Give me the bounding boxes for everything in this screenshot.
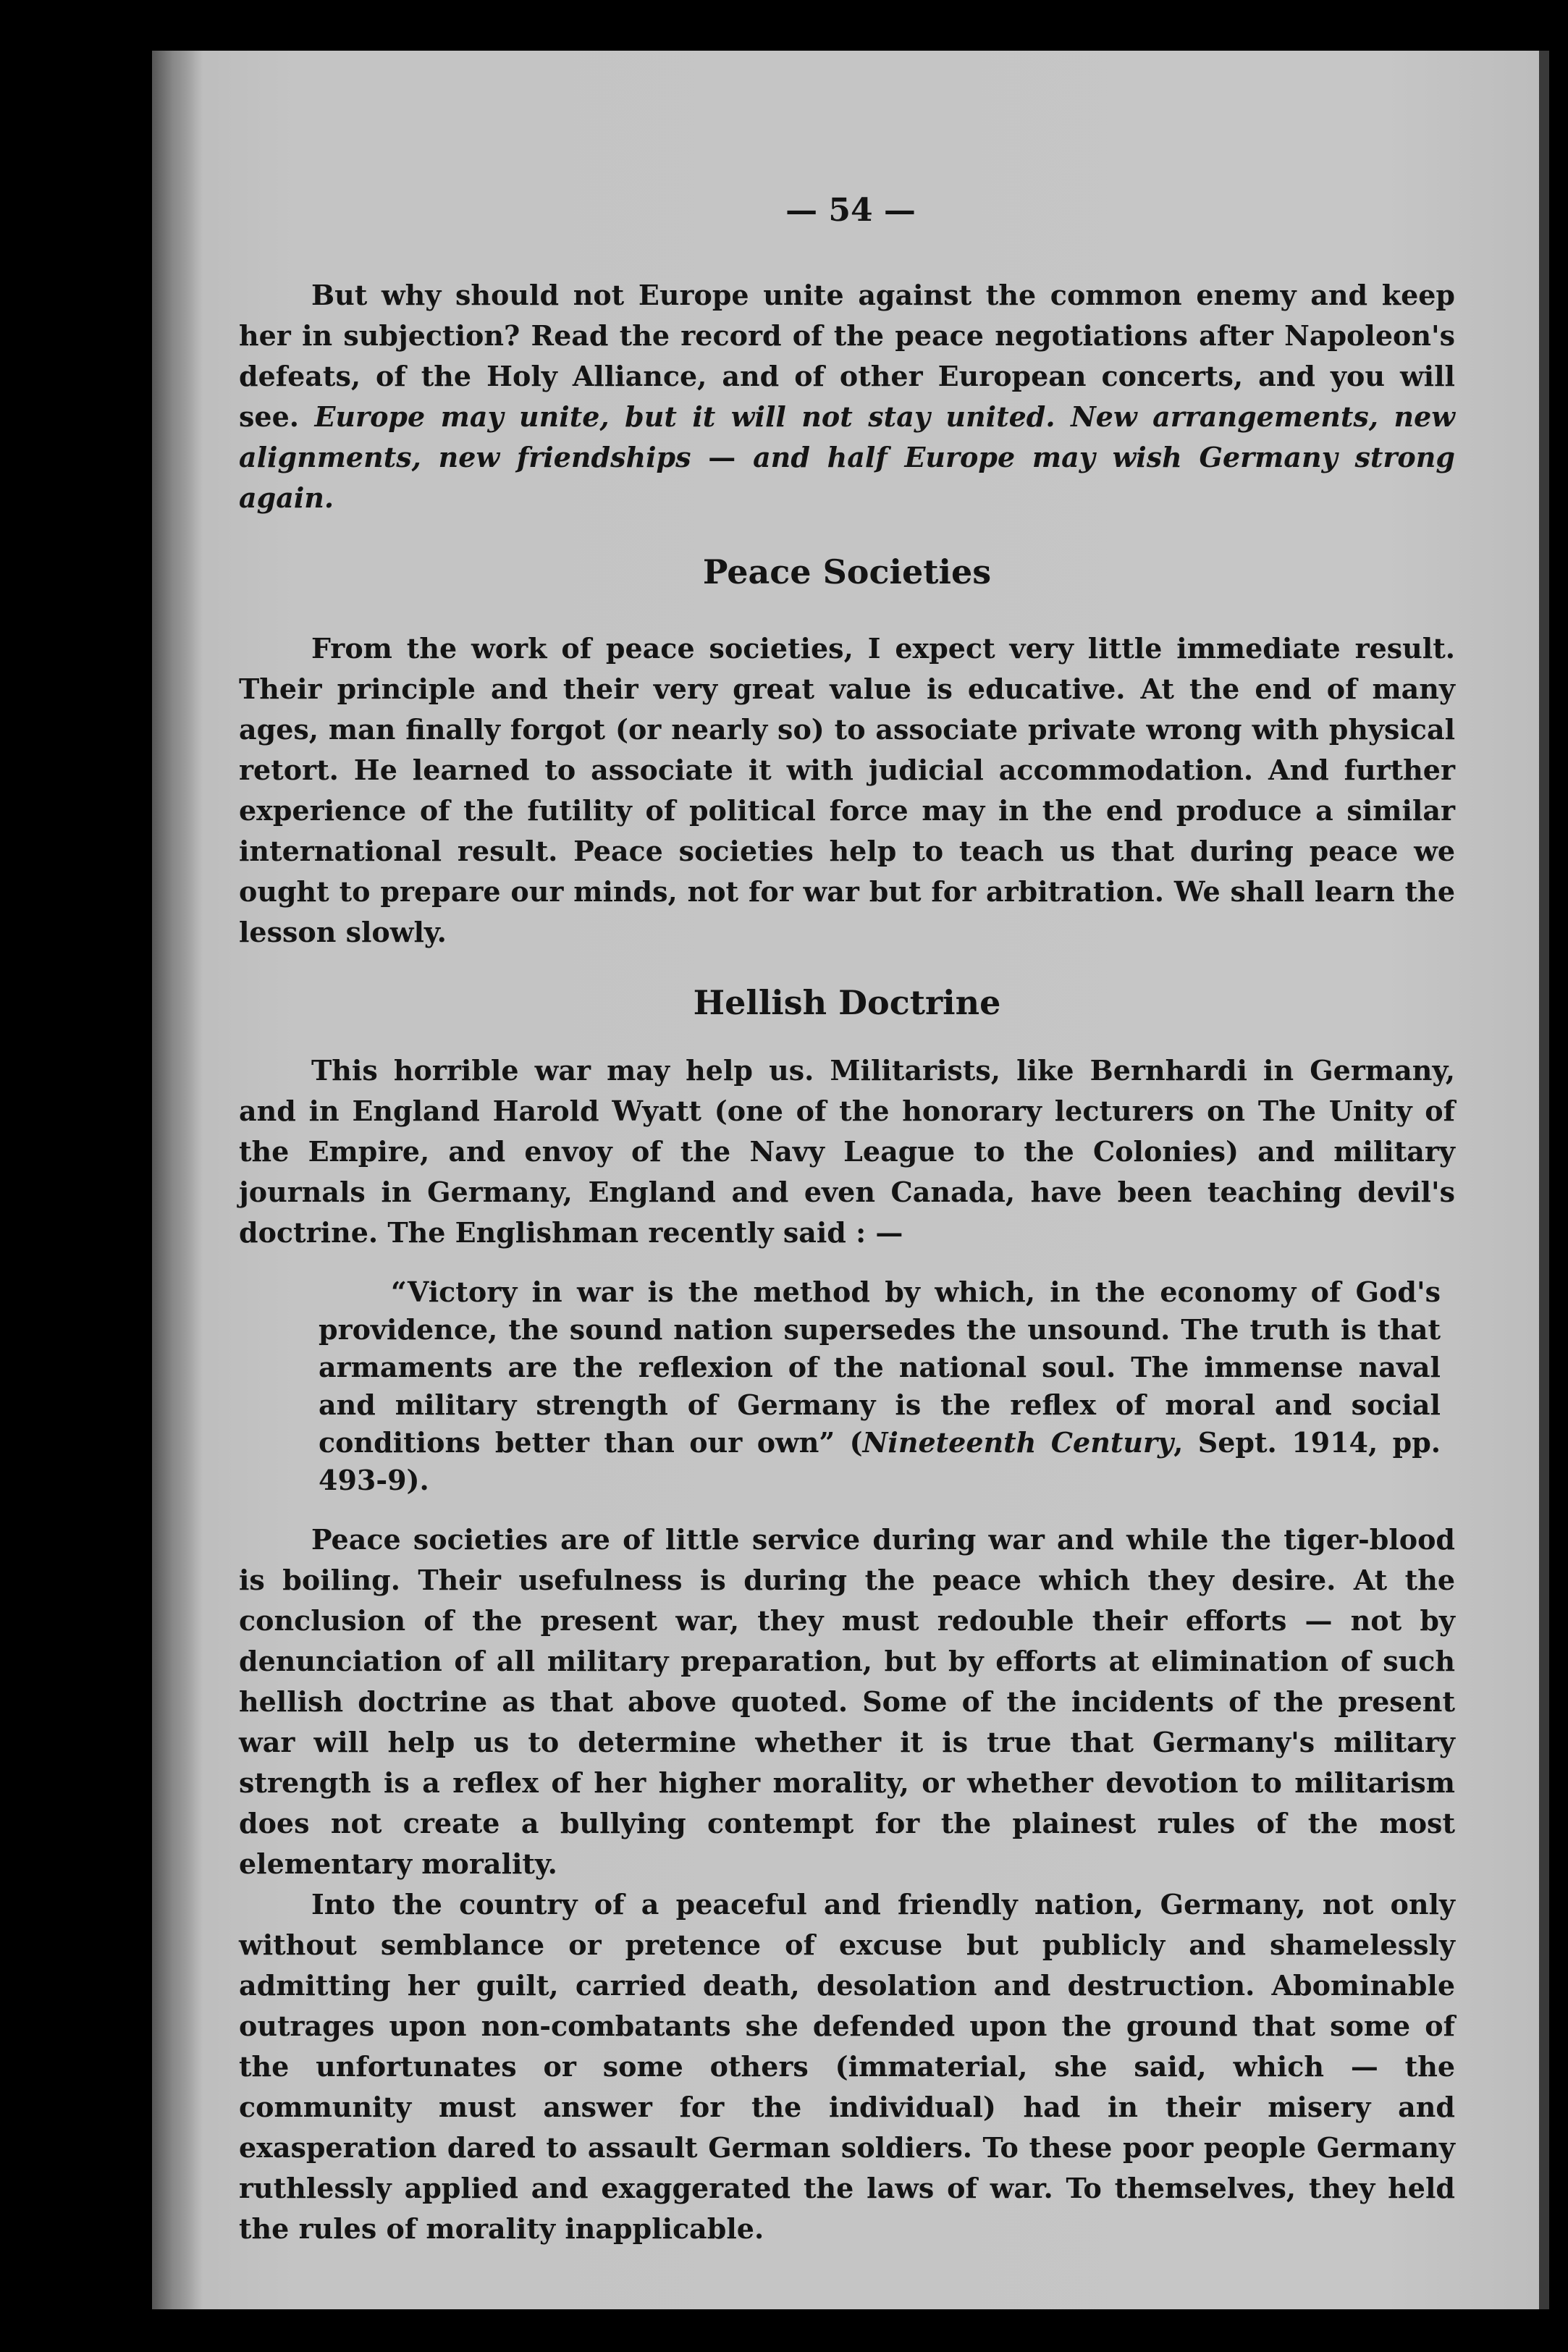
section-heading-hellish-doctrine: Hellish Doctrine	[693, 983, 1001, 1022]
quote-citation: , Sept. 1914, pp. 493-9).	[319, 1426, 1441, 1496]
block-quote	[239, 1273, 1455, 1499]
book-page	[152, 51, 1549, 2309]
section-heading-peace-societies: Peace Societies	[702, 552, 992, 591]
intro-text-2: —	[691, 441, 754, 473]
peace-societies-paragraph: From the work of peace societies, I expect very little immediate result. Their principle and their very great value is educative. At the end of many ages, man finally forgot (or nearly so) to associate private wrong with physical retort. He learned to associate it with judicial accommodation. And further experience of the futility of political force may in the end produce a similar international result. Peace societies help to teach us that during peace we ought to prepare our minds, not for war but for arbitration. We shall learn the lesson slowly.	[239, 632, 1455, 948]
hellish-doctrine-section	[239, 981, 1455, 2249]
hellish-doctrine-paragraph-2: Peace societies are of little service during war and while the tiger-blood is boiling. Their usefulness is during the peace which they desire. At the conclusion of the present war, they must redouble their efforts — not by denunciation of all military preparation, but by efforts at elimination of such hellish doctrine as that above quoted. Some of the incidents of the present war will help us to determine whether it is true that Germany's military strength is a reflex of her higher morality, or whether devotion to militarism does not create a bullying contempt for the plainest rules of the most elementary morality.	[239, 1523, 1455, 1880]
peace-societies-section	[239, 550, 1455, 953]
intro-section	[239, 275, 1455, 518]
intro-paragraph	[239, 275, 1455, 518]
quote-text: “Victory in war is the method by which, in the economy of God's providence, the sound nation supersedes the unsound. The truth is that armaments are the reflexion of the national soul. The immense naval and military strength of Germany is the reflex of moral and social conditions better than our own” (	[319, 1276, 1441, 1459]
page-right-edge	[1539, 51, 1549, 2309]
hellish-doctrine-paragraph-3: Into the country of a peaceful and friendly nation, Germany, not only without semblance or pretence of excuse but publicly and shamelessly admitting her guilt, carried death, desolation and destruction. Abominable outrages upon non-combatants she defended upon the ground that some of the unfortunates or some others (immaterial, she said, which — the community must answer for the individual) had in their misery and exasperation dared to assault German soldiers. To these poor people Germany ruthlessly applied and exaggerated the laws of war. To themselves, they held the rules of morality inapplicable.	[239, 1888, 1455, 2245]
page-number: — 54 —	[785, 192, 916, 229]
intro-italic-1: Europe may unite, but it will not stay united. New arrangements, new alignments, new friendships	[239, 400, 1455, 473]
hellish-doctrine-paragraph-1: This horrible war may help us. Militarists, like Bernhardi in Germany, and in England Harold Wyatt (one of the honorary lecturers on The Unity of the Empire, and envoy of the Navy League to the Colonies) and military journals in Germany, England and even Canada, have been teaching devil's doctrine. The Englishman recently said : —	[239, 1054, 1455, 1249]
intro-italic-2: and half Europe may wish Germany strong again.	[239, 441, 1455, 514]
page-binding-shadow	[152, 51, 203, 2309]
intro-text-1: But why should not Europe unite against the common enemy and keep her in subjection? Read the record of the peace negotiations after Napoleon's defeats, of the Holy Alliance, and of other European concerts, and you will see.	[239, 279, 1455, 433]
quote-source: Nineteenth Century	[862, 1426, 1174, 1459]
